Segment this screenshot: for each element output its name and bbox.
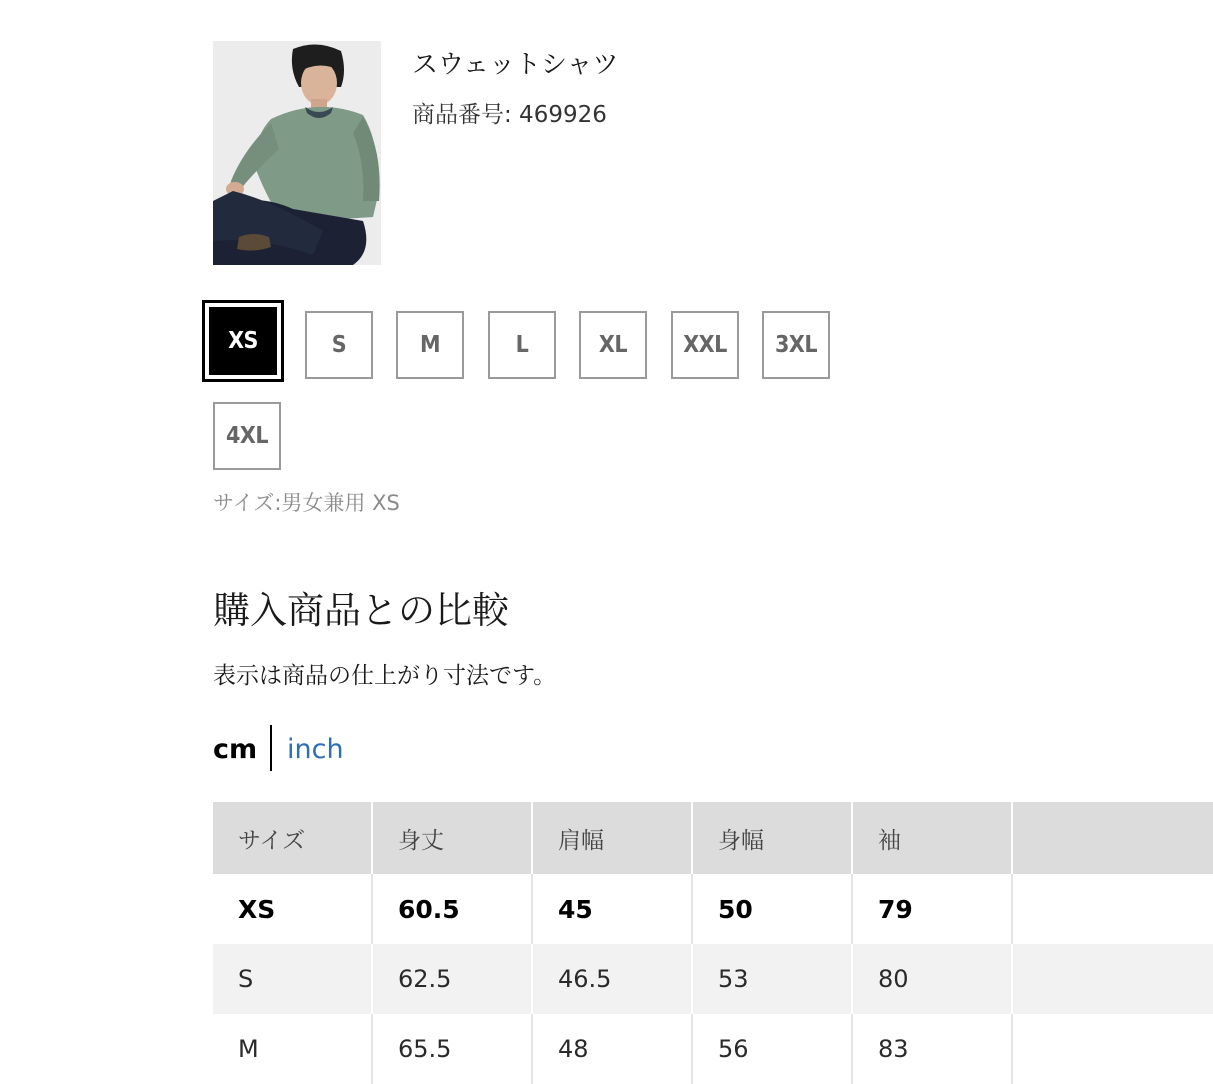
table-cell: 62.5 (373, 944, 533, 1014)
table-cell: 60.5 (373, 874, 533, 944)
table-cell: 45 (533, 874, 693, 944)
table-header-cell: サイズ (213, 802, 373, 874)
unit-toggle-cm[interactable]: cm (213, 734, 258, 765)
table-cell: XS (213, 874, 373, 944)
size-option-3xl[interactable]: 3XL (762, 311, 830, 379)
size-option-l[interactable]: L (488, 311, 556, 379)
selected-size-caption: サイズ:男女兼用 XS (213, 491, 400, 515)
table-row (213, 874, 1213, 944)
product-code: 商品番号: 469926 (412, 102, 607, 128)
table-header-cell: 身幅 (693, 802, 853, 874)
size-option-s[interactable]: S (305, 311, 373, 379)
unit-toggle-inch[interactable]: inch (287, 734, 344, 765)
table-header-cell: 袖 (853, 802, 1013, 874)
product-photo-icon (213, 41, 381, 265)
unit-divider (270, 725, 272, 771)
size-table (213, 802, 913, 1080)
table-row (213, 1014, 1213, 1084)
table-row (213, 944, 1213, 1014)
size-option-m[interactable]: M (396, 311, 464, 379)
table-header-cell: 身丈 (373, 802, 533, 874)
size-option-xl[interactable]: XL (579, 311, 647, 379)
table-header-row (213, 802, 1213, 874)
table-cell: M (213, 1014, 373, 1084)
size-option-4xl[interactable]: 4XL (213, 402, 281, 470)
table-cell: 50 (693, 874, 853, 944)
table-cell: 53 (693, 944, 853, 1014)
size-option-xs[interactable]: XS (209, 307, 277, 375)
size-option-xxl[interactable]: XXL (671, 311, 739, 379)
table-header-cell: 肩幅 (533, 802, 693, 874)
product-title: スウェットシャツ (412, 50, 619, 80)
table-cell: 56 (693, 1014, 853, 1084)
comparison-note: 表示は商品の仕上がり寸法です。 (213, 663, 557, 689)
table-cell: 83 (853, 1014, 1013, 1084)
table-cell: 48 (533, 1014, 693, 1084)
table-cell: 46.5 (533, 944, 693, 1014)
product-image (213, 41, 381, 265)
comparison-title: 購入商品との比較 (213, 589, 509, 632)
table-cell: 79 (853, 874, 1013, 944)
table-cell: S (213, 944, 373, 1014)
table-cell: 80 (853, 944, 1013, 1014)
table-cell: 65.5 (373, 1014, 533, 1084)
